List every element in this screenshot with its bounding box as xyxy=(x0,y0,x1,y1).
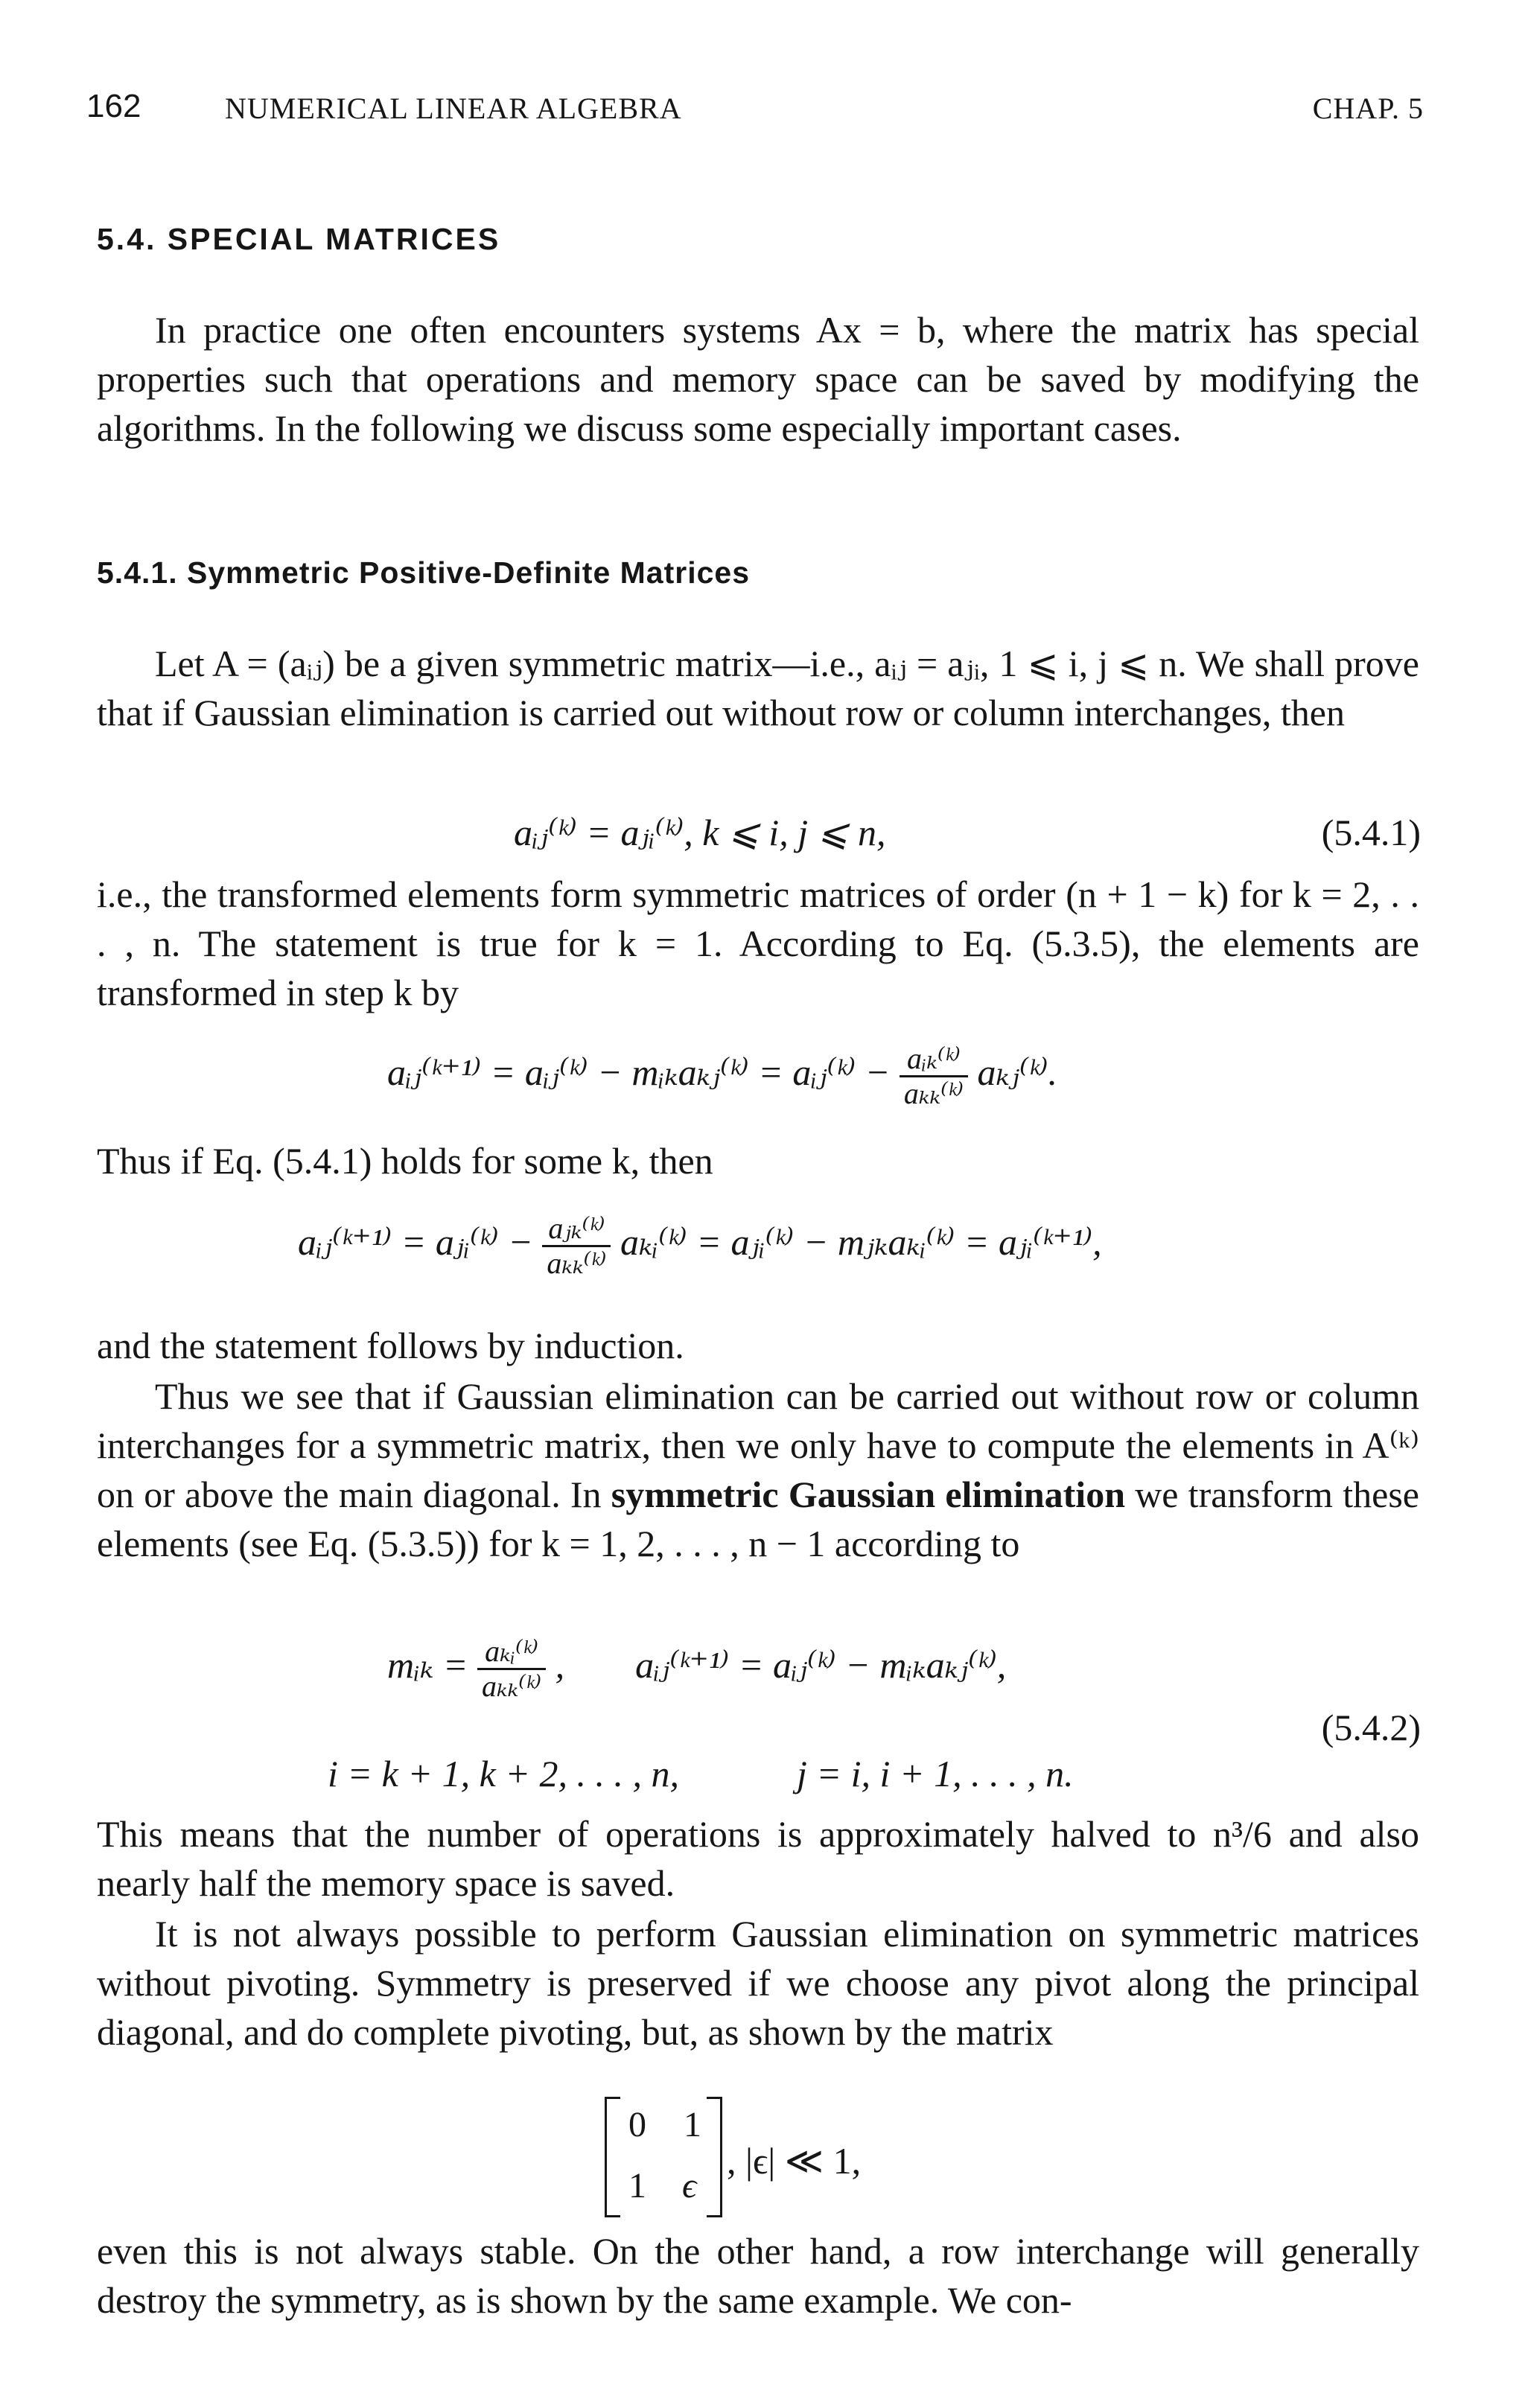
paragraph-pivoting: It is not always possible to perform Gaussian elimination on symmetric matrices without pivoting. Symmetry is preserved if we choose any pivot along the principal diagonal, and do complete pivoting, but, as shown by the matrix xyxy=(97,1913,1419,2053)
equation-step-k-lhs: aᵢⱼ⁽ᵏ⁺¹⁾ = aᵢⱼ⁽ᵏ⁾ − mᵢₖaₖⱼ⁽ᵏ⁾ = aᵢⱼ⁽ᵏ⁾ − xyxy=(387,1051,891,1093)
equation-step-k xyxy=(387,1042,1057,1139)
paragraph-transformed: i.e., the transformed elements form symmetric matrices of order (n + 1 − k) for k = 2, . . . , n. The statement is true for k = 1. According to Eq. (5.3.5), the elements are transformed in step k by xyxy=(97,873,1419,1013)
fraction-denominator: aₖₖ⁽ᵏ⁾ xyxy=(547,1246,607,1280)
fraction-denominator: aₖₖ⁽ᵏ⁾ xyxy=(482,1669,542,1703)
paragraph-symmetric-gauss-text-a: Thus we see that if Gaussian elimination can be carried out without row or column interchanges for a symmetric matrix, then we only have to compute the elements in A⁽ᵏ⁾ on or above the main diagonal. In xyxy=(97,1375,1419,1515)
equation-multiplier xyxy=(387,1635,1006,1732)
equation-index-range-j: j = i, i + 1, . . . , n. xyxy=(797,1753,1074,1794)
equation-number-5-4-2: (5.4.2) xyxy=(1321,1707,1421,1748)
fraction-numerator: aₖᵢ⁽ᵏ⁾ xyxy=(477,1635,546,1670)
term-symmetric-gaussian-elimination: symmetric Gaussian elimination xyxy=(611,1474,1125,1515)
equation-number-5-4-1: (5.4.1) xyxy=(1321,812,1421,853)
example-matrix xyxy=(605,2097,722,2217)
equation-index-range-i: i = k + 1, k + 2, . . . , n, xyxy=(328,1753,679,1794)
book-title: NUMERICAL LINEAR ALGEBRA xyxy=(225,92,682,125)
equation-5-4-1: aᵢⱼ⁽ᵏ⁾ = aⱼᵢ⁽ᵏ⁾, k ⩽ i, j ⩽ n, xyxy=(514,812,886,853)
paragraph-symmetric-gauss-text-b: we transform these elements (see Eq. (5.3.5)) for k = 1, 2, . . . , n − 1 according to xyxy=(97,1474,1419,1564)
fraction-aki-akk xyxy=(477,1635,546,1703)
equation-multiplier-comma: , xyxy=(555,1643,565,1686)
equation-multiplier-lhs: mᵢₖ = xyxy=(387,1643,468,1686)
equation-symmetry-lhs: aᵢⱼ⁽ᵏ⁺¹⁾ = aⱼᵢ⁽ᵏ⁾ − xyxy=(298,1220,533,1263)
paragraph-induction: and the statement follows by induction. xyxy=(97,1325,684,1366)
subsection-title: 5.4.1. Symmetric Positive-Definite Matrices xyxy=(97,555,751,590)
matrix-cell-2-2: ϵ xyxy=(682,2166,697,2205)
equation-update-rule: aᵢⱼ⁽ᵏ⁺¹⁾ = aᵢⱼ⁽ᵏ⁾ − mᵢₖaₖⱼ⁽ᵏ⁾, xyxy=(635,1643,1007,1686)
left-bracket xyxy=(605,2097,620,2217)
fraction-ajk-akk xyxy=(542,1212,611,1280)
equation-symmetry xyxy=(298,1212,1102,1309)
matrix-condition: , |ϵ| ≪ 1, xyxy=(727,2140,862,2182)
paragraph-thus-if: Thus if Eq. (5.4.1) holds for some k, then xyxy=(97,1140,713,1182)
right-bracket xyxy=(707,2097,722,2217)
running-header xyxy=(83,88,1424,133)
intro-paragraph: In practice one often encounters systems Ax = b, where the matrix has special properties such that operations and memory space can be saved by modifying the algorithms. In the following we discuss some especially important cases. xyxy=(97,309,1419,449)
equation-step-k-rhs: aₖⱼ⁽ᵏ⁾. xyxy=(977,1051,1058,1093)
matrix-cell-1-1: 0 xyxy=(628,2105,646,2144)
fraction-denominator: aₖₖ⁽ᵏ⁾ xyxy=(903,1077,964,1110)
paragraph-stability: even this is not always stable. On the other hand, a row interchange will generally destroy the symmetry, as is shown by the same example. We con- xyxy=(97,2230,1419,2321)
chapter-label: CHAP. 5 xyxy=(1312,92,1424,125)
fraction-aik-akk xyxy=(900,1042,968,1110)
section-title: 5.4. SPECIAL MATRICES xyxy=(97,222,501,256)
paragraph-symmetric-gauss xyxy=(97,1372,1419,1568)
fraction-numerator: aⱼₖ⁽ᵏ⁾ xyxy=(542,1212,611,1247)
matrix-cell-1-2: 1 xyxy=(684,2105,701,2144)
equation-symmetry-rhs: aₖᵢ⁽ᵏ⁾ = aⱼᵢ⁽ᵏ⁾ − mⱼₖaₖᵢ⁽ᵏ⁾ = aⱼᵢ⁽ᵏ⁺¹⁾, xyxy=(620,1220,1102,1263)
matrix-cell-2-1: 1 xyxy=(628,2166,646,2205)
paragraph-definition: Let A = (aᵢⱼ) be a given symmetric matrix—i.e., aᵢⱼ = aⱼᵢ, 1 ⩽ i, j ⩽ n. We shall prove that if Gaussian elimination is carried out without row or column interchanges, then xyxy=(97,643,1419,733)
paragraph-operations-halved: This means that the number of operations is approximately halved to n³/6 and also nearly half the memory space is saved. xyxy=(97,1813,1419,1904)
page-number: 162 xyxy=(86,88,141,124)
fraction-numerator: aᵢₖ⁽ᵏ⁾ xyxy=(900,1042,968,1077)
